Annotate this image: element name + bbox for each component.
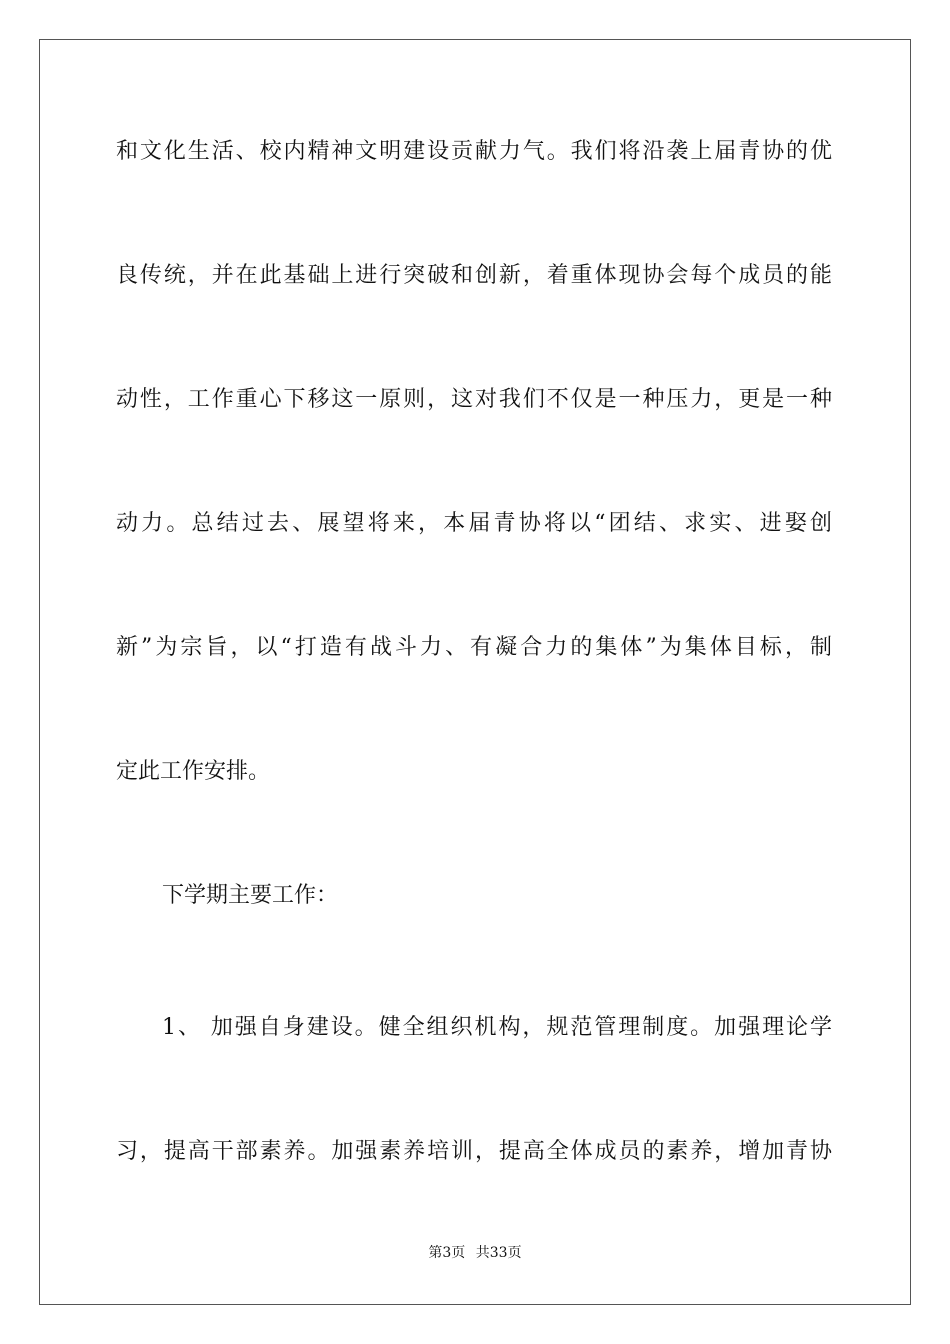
page-total: 共33页: [475, 1245, 522, 1261]
paragraph-line-1: 和文化生活、校内精神文明建设贡献力气。我们将沿袭上届青协的优: [116, 139, 832, 164]
page-footer: [0, 1242, 950, 1262]
page-number: 第3页: [428, 1245, 466, 1261]
paragraph-line-5: 新”为宗旨，以“打造有战斗力、有凝合力的集体”为集体目标，制: [116, 635, 832, 660]
paragraph-line-2: 良传统，并在此基础上进行突破和创新，着重体现协会每个成员的能: [116, 263, 832, 288]
paragraph-line-4: 动力。总结过去、展望将来，本届青协将以“团结、求实、进娶创: [116, 511, 832, 536]
section-heading: 下学期主要工作：: [162, 883, 339, 908]
paragraph-line-6: 定此工作安排。: [116, 759, 271, 784]
list-item-1-line-1: 1、 加强自身建设。健全组织机构，规范管理制度。加强理论学: [162, 1015, 832, 1040]
document-page: [39, 39, 911, 1305]
paragraph-line-3: 动性，工作重心下移这一原则，这对我们不仅是一种压力，更是一种: [116, 387, 832, 412]
list-item-1-line-2: 习，提高干部素养。加强素养培训，提高全体成员的素养，增加青协: [116, 1139, 832, 1164]
